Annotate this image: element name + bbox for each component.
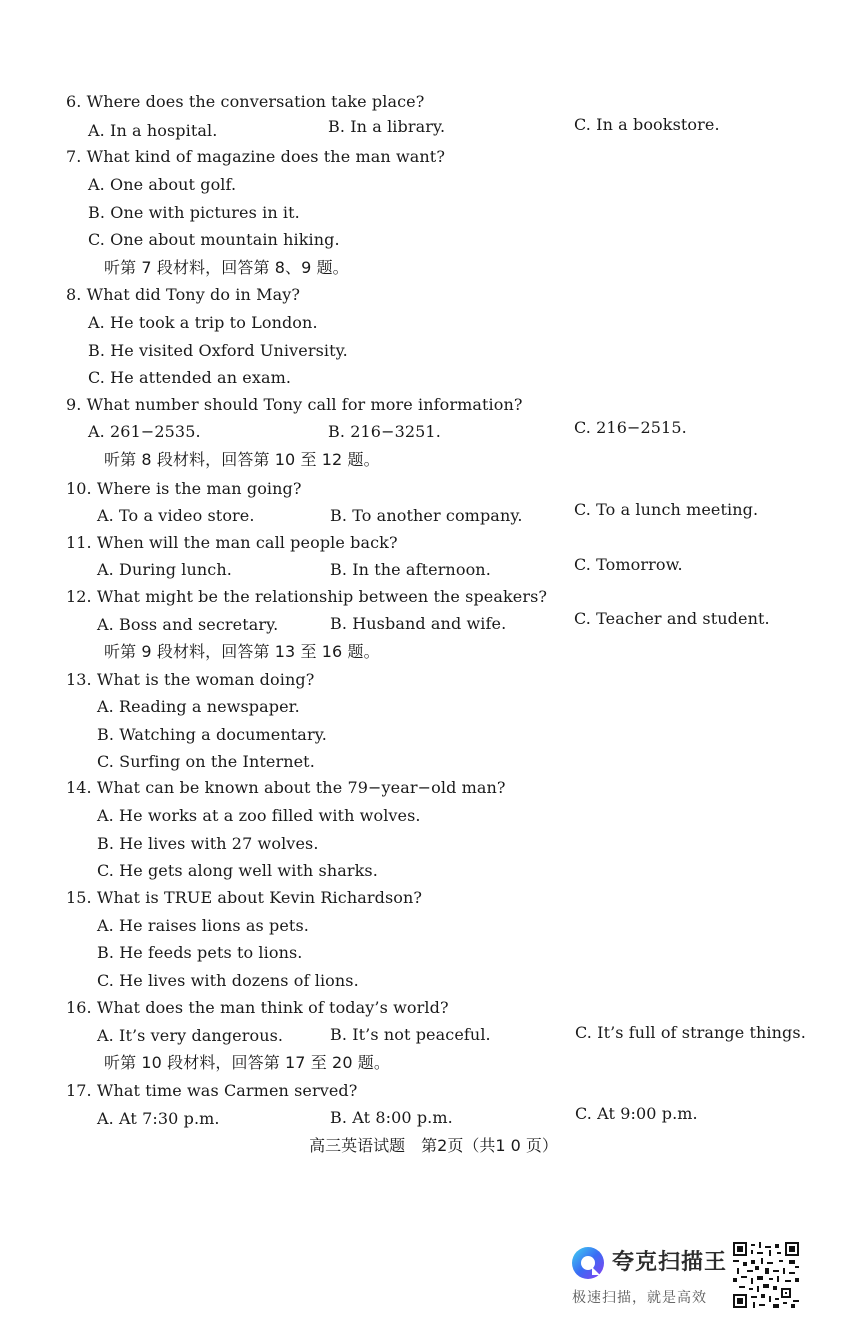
q13-option-c: C. Surfing on the Internet. [97, 752, 315, 771]
q10-option-c: C. To a lunch meeting. [574, 500, 759, 519]
q15-option-b: B. He feeds pets to lions. [97, 943, 303, 962]
q7-option-c: C. One about mountain hiking. [88, 230, 340, 249]
question-13: 13. What is the woman doing? [66, 670, 315, 689]
q8-option-c: C. He attended an exam. [88, 368, 292, 387]
q7-option-a: A. One about golf. [88, 175, 237, 194]
question-16: 16. What does the man think of today’s world? [66, 998, 449, 1017]
quark-logo-icon [570, 1245, 606, 1281]
q17-option-c: C. At 9:00 p.m. [575, 1104, 698, 1123]
q17-option-a: A. At 7:30 p.m. [97, 1109, 220, 1128]
question-12: 12. What might be the relationship between the speakers? [66, 587, 548, 606]
q12-option-a: A. Boss and secretary. [97, 615, 279, 634]
question-7: 7. What kind of magazine does the man want? [66, 147, 446, 166]
q9-option-b: B. 216−3251. [328, 422, 441, 441]
brand-name: 夸克扫描王 [612, 1250, 728, 1275]
section-8-heading: 听第 8 段材料，回答第 10 至 12 题。 [104, 450, 380, 469]
q16-option-b: B. It’s not peaceful. [330, 1025, 491, 1044]
q11-option-b: B. In the afternoon. [330, 560, 491, 579]
question-9: 9. What number should Tony call for more information? [66, 395, 523, 414]
section-10-heading: 听第 10 段材料，回答第 17 至 20 题。 [104, 1053, 390, 1072]
q13-option-b: B. Watching a documentary. [97, 725, 327, 744]
q14-option-b: B. He lives with 27 wolves. [97, 834, 319, 853]
q16-option-c: C. It’s full of strange things. [575, 1023, 806, 1042]
q6-option-c: C. In a bookstore. [574, 115, 720, 134]
question-15: 15. What is TRUE about Kevin Richardson? [66, 888, 423, 907]
q13-option-a: A. Reading a newspaper. [97, 697, 300, 716]
question-17: 17. What time was Carmen served? [66, 1081, 358, 1100]
q9-option-c: C. 216−2515. [574, 418, 687, 437]
q12-option-c: C. Teacher and student. [574, 609, 770, 628]
question-11: 11. When will the man call people back? [66, 533, 398, 552]
q6-option-a: A. In a hospital. [88, 121, 218, 140]
q12-option-b: B. Husband and wife. [330, 614, 507, 633]
q7-option-b: B. One with pictures in it. [88, 203, 300, 222]
q11-option-c: C. Tomorrow. [574, 555, 683, 574]
question-10: 10. Where is the man going? [66, 479, 302, 498]
question-8: 8. What did Tony do in May? [66, 285, 301, 304]
question-6: 6. Where does the conversation take place? [66, 92, 425, 111]
q8-option-b: B. He visited Oxford University. [88, 341, 348, 360]
q10-option-a: A. To a video store. [97, 506, 255, 525]
q11-option-a: A. During lunch. [97, 560, 232, 579]
qr-code-icon [733, 1242, 799, 1308]
page-footer: 高三英语试题 第2页（共1 0 页） [309, 1136, 558, 1155]
scanner-watermark [570, 1243, 750, 1313]
q15-option-a: A. He raises lions as pets. [97, 916, 309, 935]
q14-option-a: A. He works at a zoo filled with wolves. [97, 806, 421, 825]
q17-option-b: B. At 8:00 p.m. [330, 1108, 453, 1127]
q9-option-a: A. 261−2535. [88, 422, 201, 441]
q10-option-b: B. To another company. [330, 506, 523, 525]
brand-tagline: 极速扫描，就是高效 [572, 1290, 707, 1306]
question-14: 14. What can be known about the 79−year−old man? [66, 778, 506, 797]
q16-option-a: A. It’s very dangerous. [97, 1026, 284, 1045]
section-7-heading: 听第 7 段材料，回答第 8、9 题。 [104, 258, 349, 277]
q8-option-a: A. He took a trip to London. [88, 313, 318, 332]
q6-option-b: B. In a library. [328, 117, 446, 136]
section-9-heading: 听第 9 段材料，回答第 13 至 16 题。 [104, 642, 380, 661]
q14-option-c: C. He gets along well with sharks. [97, 861, 378, 880]
q15-option-c: C. He lives with dozens of lions. [97, 971, 359, 990]
